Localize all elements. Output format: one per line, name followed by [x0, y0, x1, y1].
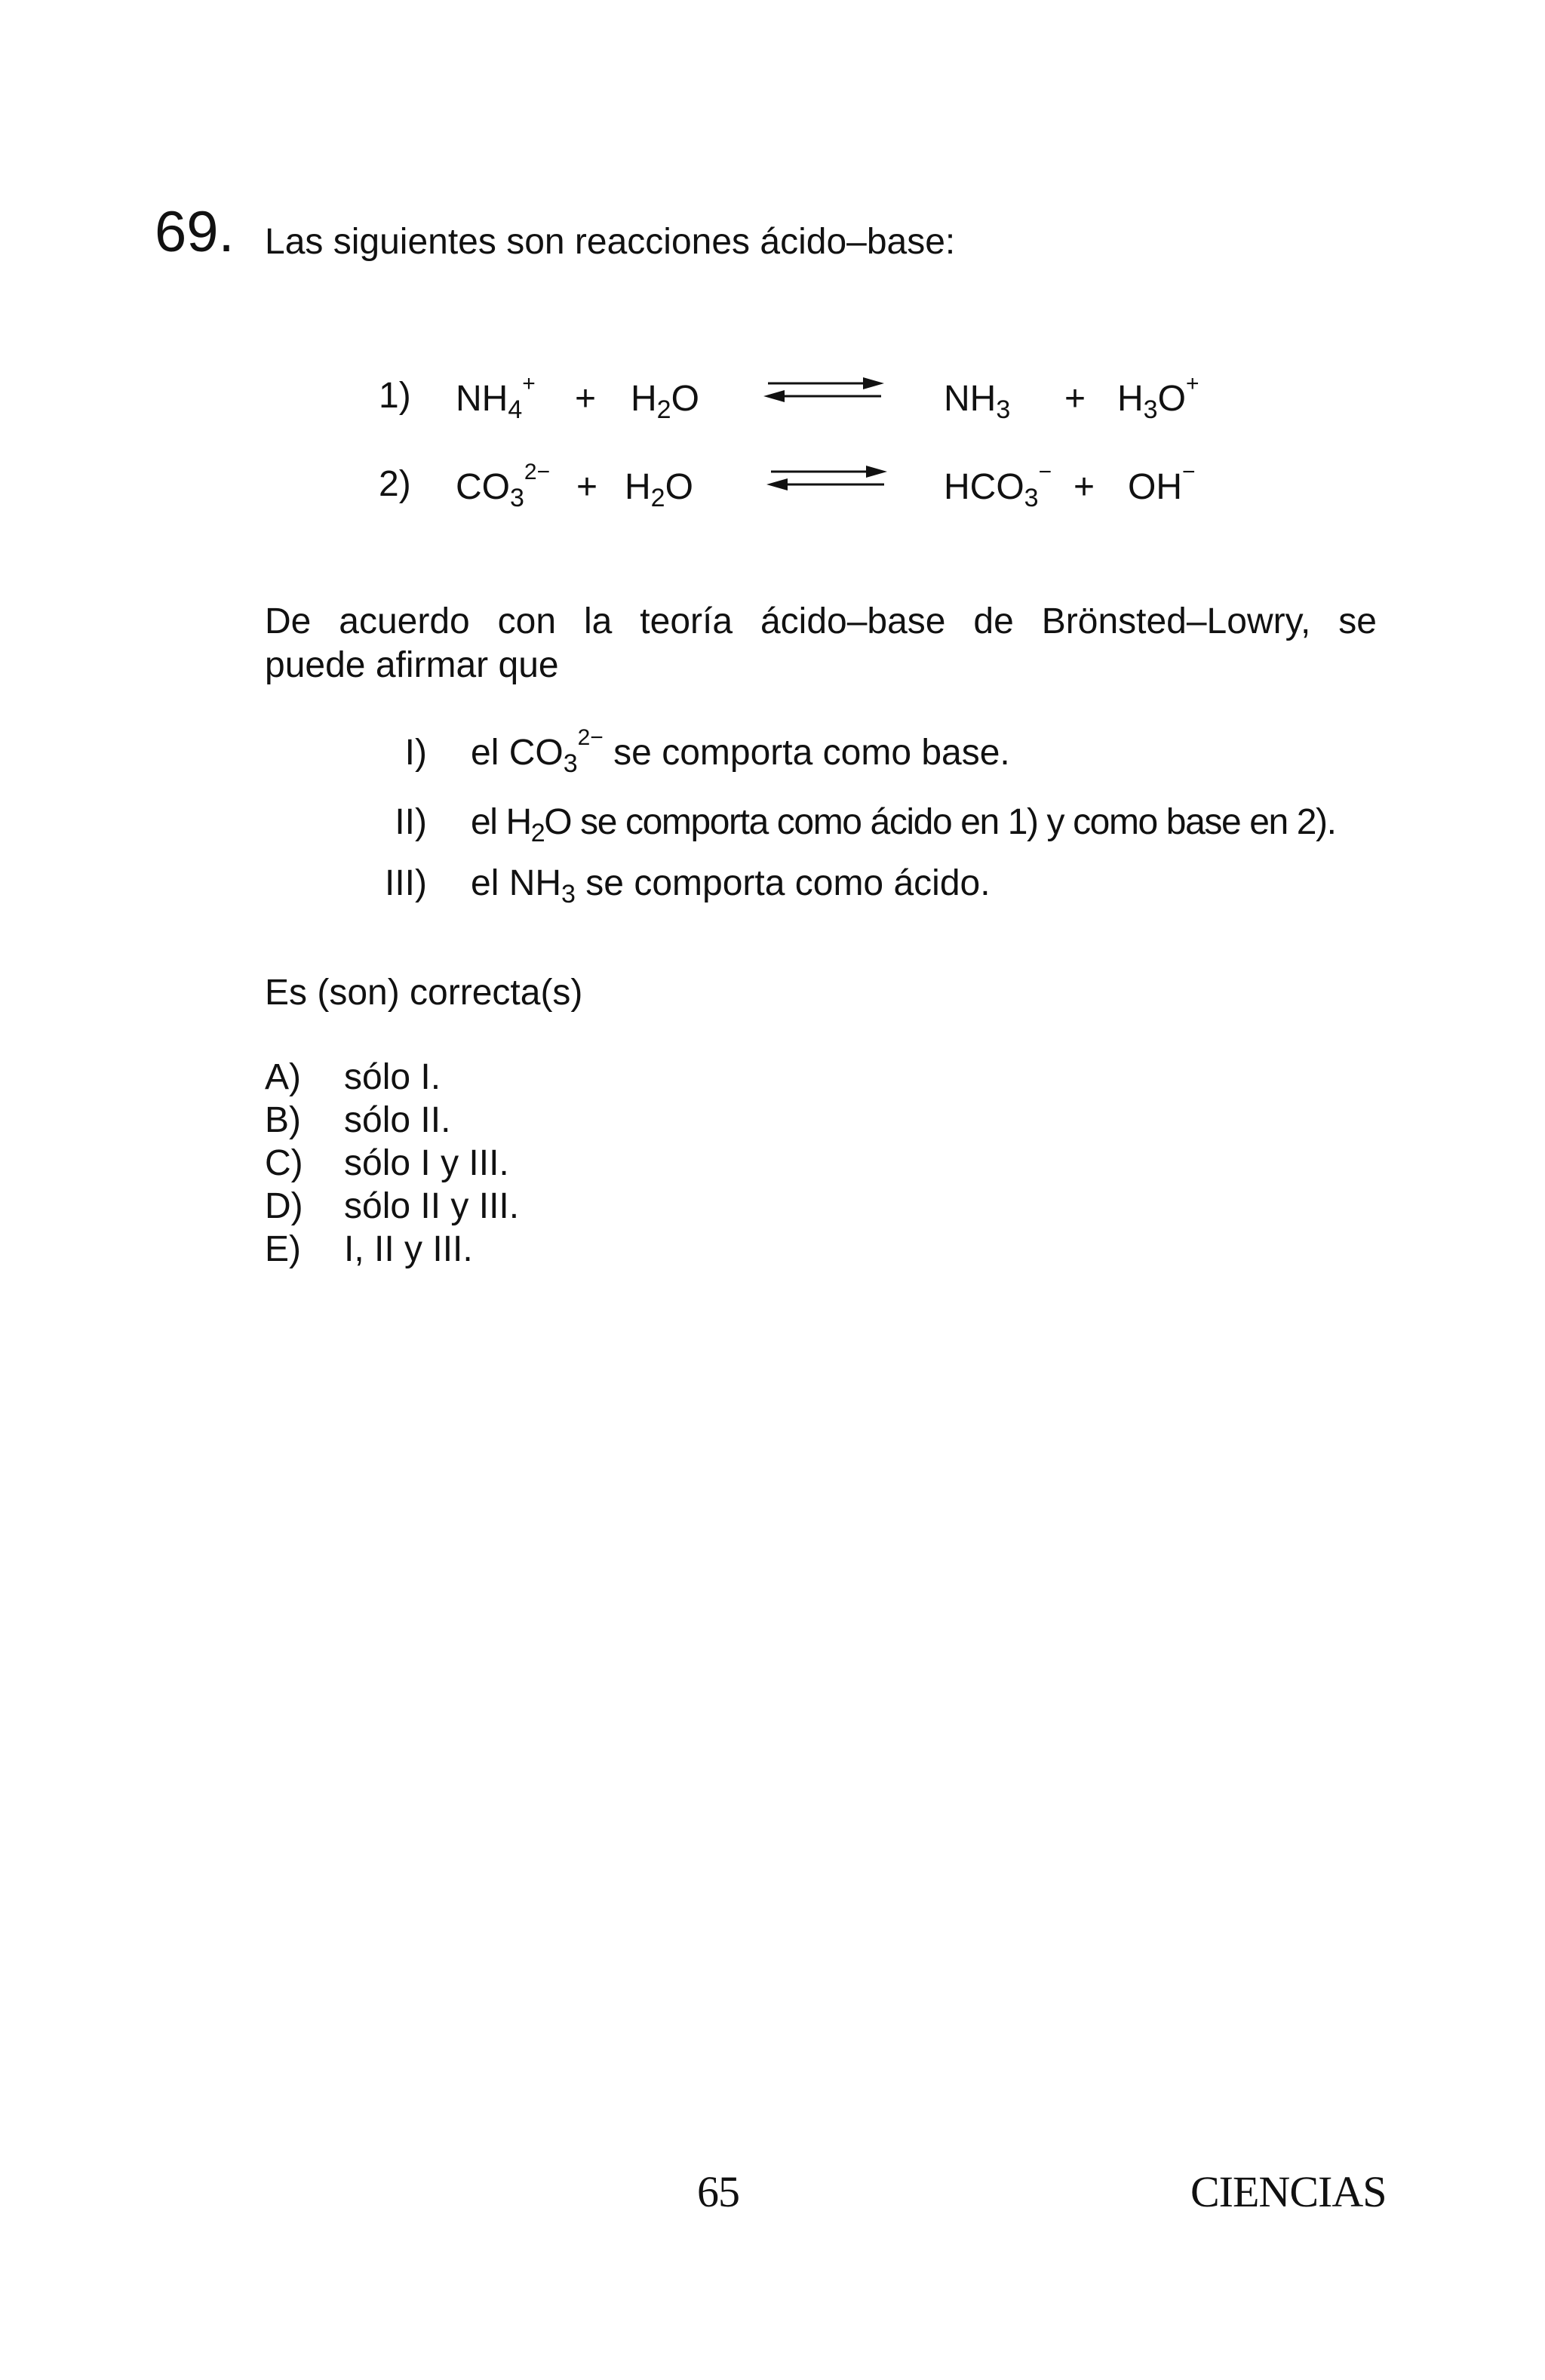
reaction-2-reactant-water: $H_2O$	[625, 467, 693, 512]
reaction-1-equilibrium-arrow-icon	[763, 376, 884, 403]
statement-line-1: De acuerdo con la teoría ácido–base de Brönsted–Lowry, se	[265, 601, 1377, 641]
option-e-letter: E)	[265, 1229, 301, 1269]
option-b-text: sólo II.	[344, 1100, 451, 1140]
roman-item-3-text: el $NH_3$ se comporta como ácido.	[471, 863, 991, 909]
section-name: CIENCIAS	[1190, 2167, 1387, 2216]
question-intro: Las siguientes son reacciones ácido–base:	[265, 222, 956, 262]
option-d-text: sólo II y III.	[344, 1186, 520, 1226]
reaction-2-product-bicarbonate: $HCO_3^-$	[944, 460, 1052, 512]
reaction-1-reactant-water: $H_2O$	[631, 379, 699, 424]
roman-item-1-label: I)	[404, 733, 427, 773]
reaction-2-plus-right: +	[1074, 467, 1095, 507]
reaction-2-plus-left: +	[576, 467, 598, 507]
option-a-letter: A)	[265, 1057, 301, 1097]
option-a-text: sólo I.	[344, 1057, 441, 1097]
page-number: 65	[697, 2167, 739, 2216]
reaction-1-reactant-ammonium: $NH_4^+$	[456, 371, 536, 424]
reaction-1-label: 1)	[379, 376, 411, 416]
reaction-2-product-hydroxide: OH−	[1128, 460, 1196, 507]
reaction-2-equilibrium-arrow-icon	[766, 464, 887, 491]
option-d-letter: D)	[265, 1186, 303, 1226]
reaction-2-reactant-carbonate: $CO_3^{2-}$	[456, 460, 551, 512]
answer-prompt: Es (son) correcta(s)	[265, 973, 583, 1013]
roman-item-3-label: III)	[385, 863, 427, 903]
reaction-1-product-hydronium: $H_3O^+$	[1117, 371, 1199, 424]
reaction-1-plus-left: +	[575, 379, 597, 419]
reaction-1-plus-right: +	[1064, 379, 1086, 419]
option-e-text: I, II y III.	[344, 1229, 473, 1269]
reaction-2-label: 2)	[379, 464, 411, 504]
roman-item-2-label: II)	[395, 802, 427, 842]
option-c-letter: C)	[265, 1143, 303, 1183]
statement-paragraph	[265, 600, 1377, 687]
question-number: 69.	[155, 200, 235, 264]
roman-item-2-text: el $H_2O$ se comporta como ácido en 1) y como base en 2).	[471, 802, 1336, 847]
reaction-1-product-ammonia: $NH_3$	[944, 379, 1011, 424]
roman-item-1-text: el $CO_3^{2-}$ se comporta como base.	[471, 725, 1010, 778]
statement-line-2: puede afirmar que	[265, 645, 559, 685]
option-b-letter: B)	[265, 1100, 301, 1140]
option-c-text: sólo I y III.	[344, 1143, 509, 1183]
